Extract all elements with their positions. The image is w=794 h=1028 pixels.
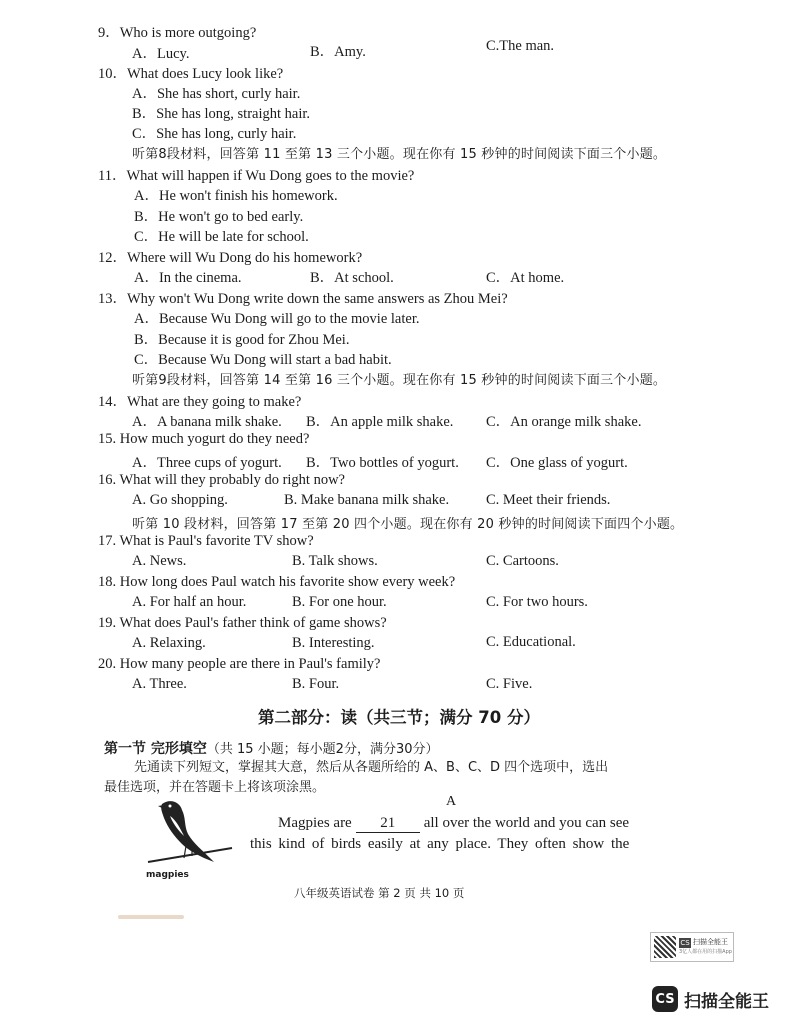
option-18a: A. For half an hour. [132, 594, 247, 610]
magpie-image [140, 796, 240, 886]
option-12c: C．At home. [486, 270, 565, 286]
stamp-subtitle: 3亿人都在用的扫描App [679, 948, 732, 955]
passage-label: A [446, 794, 457, 809]
option-19c: C. Educational. [486, 634, 576, 650]
option-13a: A．Because Wu Dong will go to the movie later. [134, 311, 420, 327]
option-17c: C. Cartoons. [486, 553, 559, 569]
option-12a: A．In the cinema. [134, 270, 242, 286]
option-20a: A. Three. [132, 676, 187, 692]
option-13b: B．Because it is good for Zhou Mei. [134, 332, 350, 348]
listening-instruction-8: 听第8段材料，回答第 11 至第 13 三个小题。现在你有 15 秒钟的时间阅读下面三个小题。 [132, 147, 667, 162]
option-16b: B. Make banana milk shake. [284, 492, 450, 508]
question-18: 18. How long does Paul watch his favorite show every week? [98, 574, 456, 590]
listening-instruction-9: 听第9段材料，回答第 14 至第 16 三个小题。现在你有 15 秒钟的时间阅读下面三个小题。 [132, 373, 667, 388]
stamp-cs-icon: CS [680, 938, 690, 947]
option-17b: B. Talk shows. [292, 553, 378, 569]
stamp-name: 扫描全能王 [693, 938, 728, 946]
question-17: 17. What is Paul's favorite TV show? [98, 533, 314, 549]
option-10c: C．She has long, curly hair. [132, 126, 297, 142]
question-20: 20. How many people are there in Paul's family? [98, 656, 381, 672]
question-10: 10．What does Lucy look like? [98, 66, 284, 82]
option-14a: A．A banana milk shake. [132, 414, 282, 430]
option-16a: A. Go shopping. [132, 492, 228, 508]
cs-logo-icon: CS [652, 986, 678, 1012]
listening-instruction-10: 听第 10 段材料，回答第 17 至第 20 四个小题。现在你有 20 秒钟的时间阅读下面四个小题。 [132, 517, 684, 532]
section-title: 第一节 完形填空 [104, 741, 207, 757]
question-12: 12．Where will Wu Dong do his homework? [98, 250, 363, 266]
scanner-badge [652, 986, 769, 1012]
passage-line-1-end: all over the world and you can see [423, 815, 630, 831]
option-14b: B．An apple milk shake. [306, 414, 454, 430]
question-11: 11．What will happen if Wu Dong goes to the movie? [98, 168, 415, 184]
question-9: 9．Who is more outgoing? [98, 25, 257, 41]
option-17a: A. News. [132, 553, 187, 569]
scanner-stamp [650, 932, 734, 962]
passage-line-2: this kind of birds easily at any place. They often show the [250, 836, 630, 852]
blank-21: 21 [356, 815, 420, 833]
option-15b: B．Two bottles of yogurt. [306, 455, 459, 471]
question-13: 13．Why won't Wu Dong write down the same answers as Zhou Mei? [98, 291, 508, 307]
section-header [104, 738, 439, 758]
option-9b: B．Amy. [310, 44, 366, 60]
question-15: 15. How much yogurt do they need? [98, 431, 310, 447]
section-note: （共 15 小题；每小题2分，满分30分） [206, 742, 439, 757]
option-13c: C．Because Wu Dong will start a bad habit. [134, 352, 392, 368]
option-20c: C. Five. [486, 676, 533, 692]
part2-heading: 第二部分：读（共三节；满分 70 分） [258, 708, 540, 727]
option-15a: A．Three cups of yogurt. [132, 455, 282, 471]
question-19: 19. What does Paul's father think of game shows? [98, 615, 387, 631]
qr-code-icon [654, 936, 676, 958]
option-19b: B. Interesting. [292, 635, 375, 651]
passage-line-1-start: Magpies are [278, 815, 352, 831]
question-16: 16. What will they probably do right now? [98, 472, 345, 488]
option-14c: C．An orange milk shake. [486, 414, 642, 430]
option-10a: A．She has short, curly hair. [132, 86, 301, 102]
scanner-app-name: 扫描全能王 [684, 991, 769, 1012]
page-footer: 八年级英语试卷 第 2 页 共 10 页 [294, 886, 465, 900]
option-11b: B．He won't go to bed early. [134, 209, 304, 225]
option-12b: B．At school. [310, 270, 394, 286]
directions-line-2: 最佳选项，并在答题卡上将该项涂黑。 [104, 780, 326, 795]
option-10b: B．She has long, straight hair. [132, 106, 311, 122]
option-20b: B. Four. [292, 676, 340, 692]
option-15c: C．One glass of yogurt. [486, 455, 628, 471]
option-18c: C. For two hours. [486, 594, 588, 610]
option-9a: A．Lucy. [132, 46, 190, 62]
option-19a: A. Relaxing. [132, 635, 206, 651]
option-16c: C. Meet their friends. [486, 492, 611, 508]
question-14: 14．What are they going to make? [98, 394, 302, 410]
scan-smudge [118, 915, 184, 919]
directions-line-1: 先通读下列短文，掌握其大意，然后从各题所给的 A、B、C、D 四个选项中，选出 [134, 760, 609, 775]
option-11a: A．He won't finish his homework. [134, 188, 338, 204]
option-9c: C.The man. [486, 38, 555, 54]
option-11c: C．He will be late for school. [134, 229, 309, 245]
image-caption: magpies [146, 870, 189, 880]
passage-line-1 [278, 815, 629, 833]
option-18b: B. For one hour. [292, 594, 387, 610]
